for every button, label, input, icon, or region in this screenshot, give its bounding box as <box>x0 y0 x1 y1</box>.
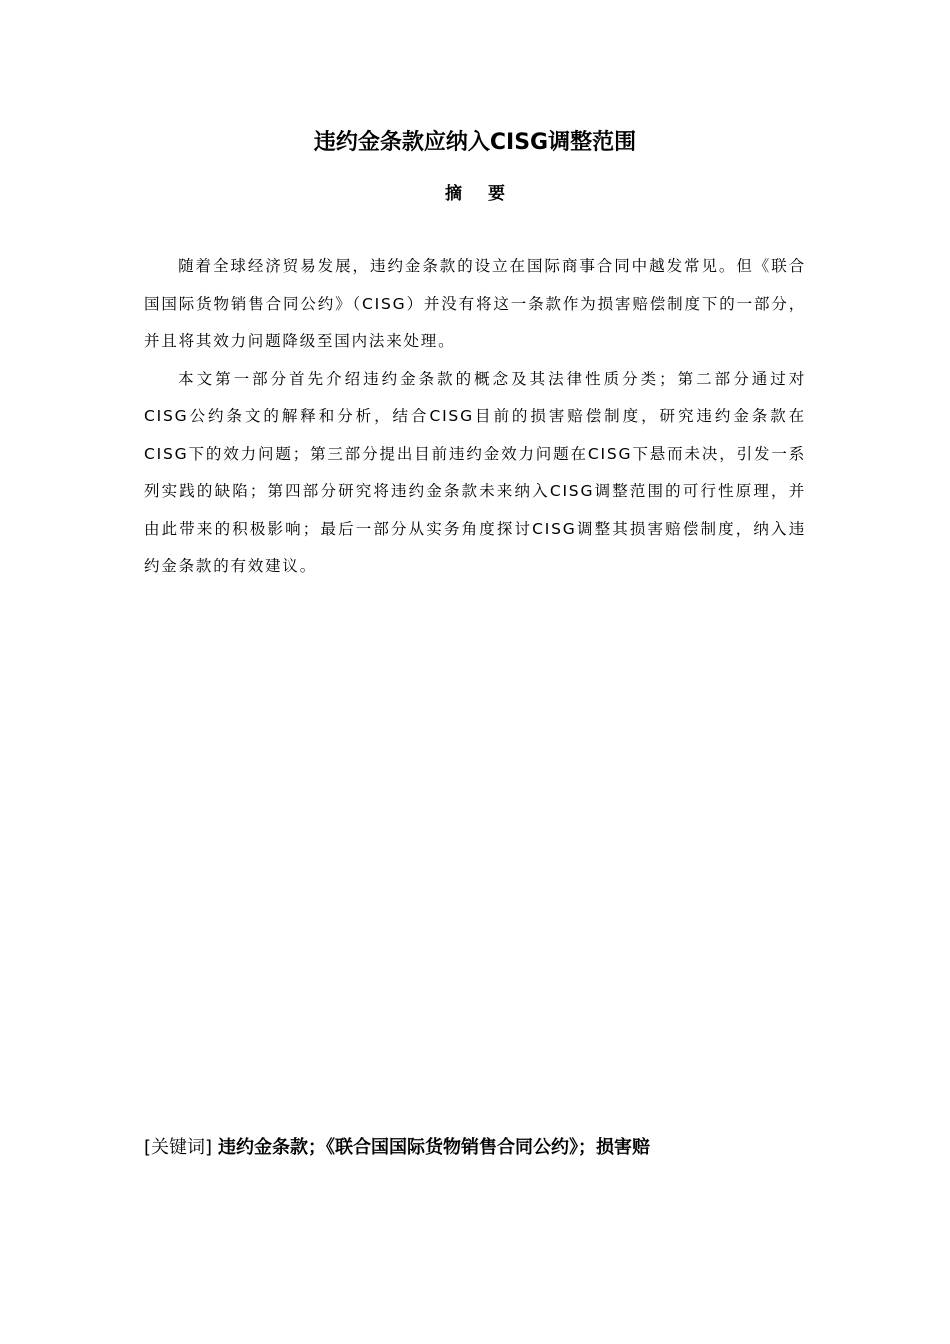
abstract-body <box>144 248 806 586</box>
abstract-heading: 摘要 <box>445 184 531 204</box>
keywords-line <box>144 1132 824 1164</box>
abstract-paragraph: 本文第一部分首先介绍违约金条款的概念及其法律性质分类；第二部分通过对CISG公约条文的解释和分析，结合CISG目前的损害赔偿制度，研究违约金条款在CISG下的效力问题；第三部分提出目前违约金效力问题在CISG下悬而未决，引发一系列实践的缺陷；第四部分研究将违约金条款未来纳入CISG调整范围的可行性原理，并由此带来的积极影响；最后一部分从实务角度探讨CISG调整其损害赔偿制度，纳入违约金条款的有效建议。 <box>144 369 806 575</box>
keywords-label: [关键词] <box>144 1137 213 1158</box>
page-title: 违约金条款应纳入CISG调整范围 <box>313 130 637 155</box>
keywords-text: 违约金条款；《联合国国际货物销售合同公约》；损害赔 <box>218 1137 651 1158</box>
abstract-paragraph: 随着全球经济贸易发展，违约金条款的设立在国际商事合同中越发常见。但《联合国国际货物销售合同公约》（CISG）并没有将这一条款作为损害赔偿制度下的一部分，并且将其效力问题降级至国内法来处理。 <box>144 257 806 350</box>
